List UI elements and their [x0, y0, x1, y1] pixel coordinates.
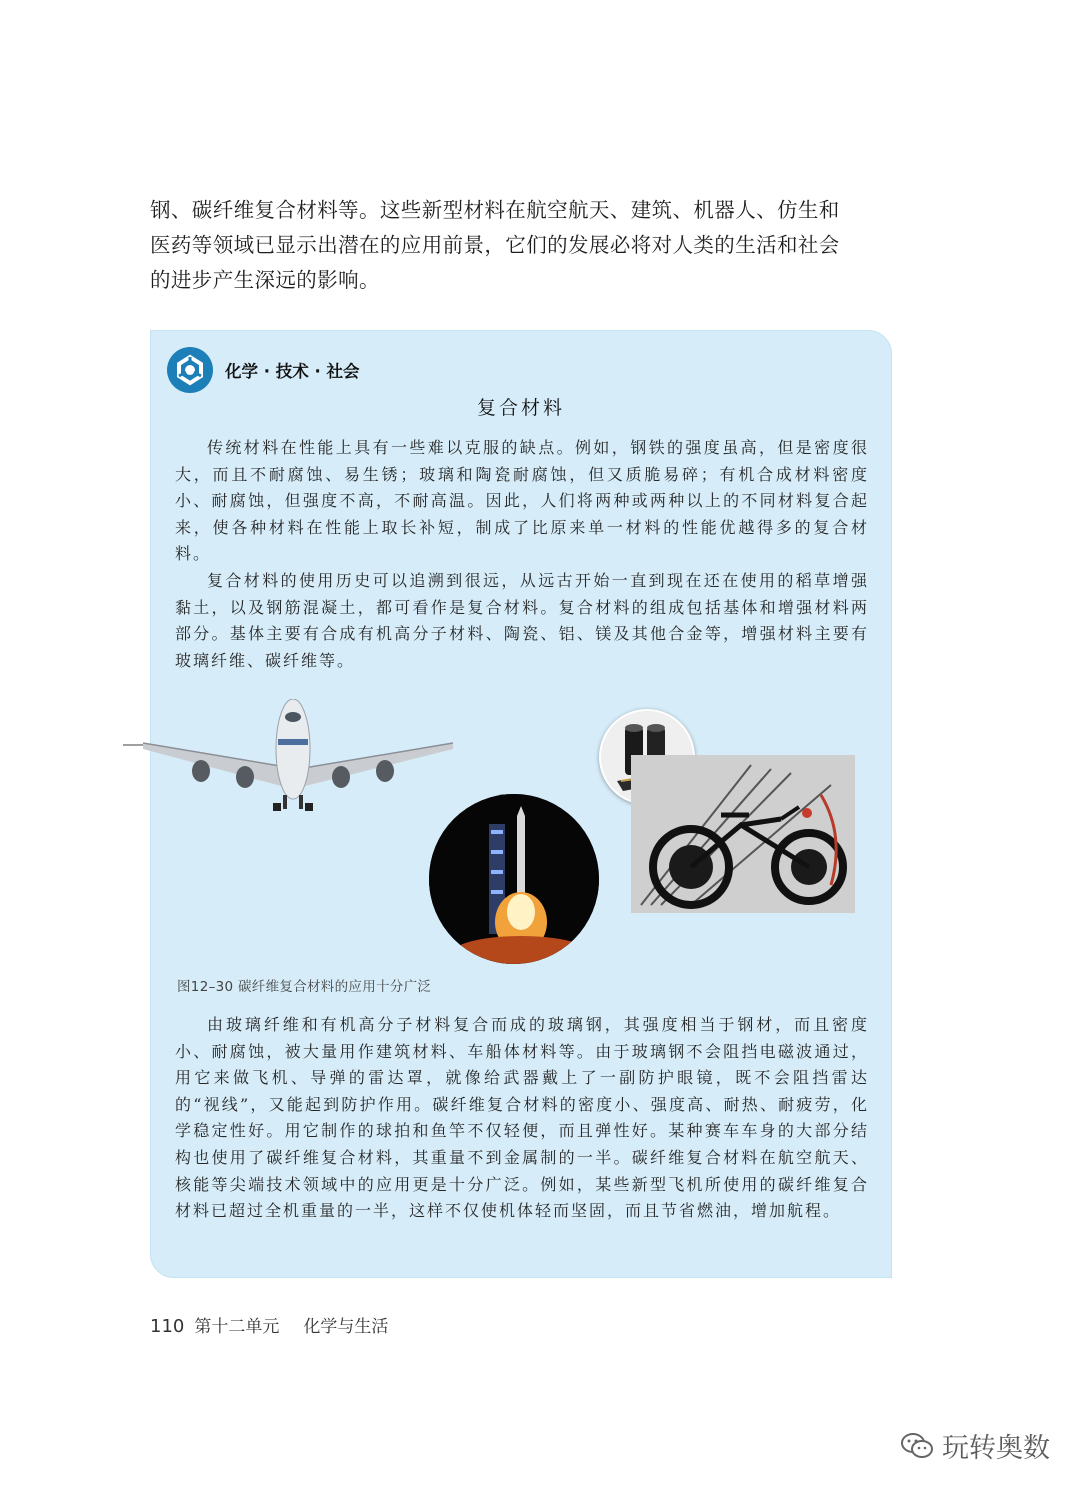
paragraph: 传统材料在性能上具有一些难以克服的缺点。例如，钢铁的强度虽高，但是密度很大，而且不耐腐蚀、易生锈；玻璃和陶瓷耐腐蚀，但又质脆易碎；有机合成材料密度小、耐腐蚀，但强度不高，不耐高温。因此，人们将两种或两种以上的不同材料复合起来，使各种材料在性能上取长补短，制成了比原来单一材料的性能优越得多的复合材料。: [175, 438, 869, 564]
carbon-fiber-bicycle-photo: [631, 755, 855, 913]
box-title: 复合材料: [476, 397, 565, 419]
wechat-icon: [900, 1431, 934, 1461]
intro-line: 的进步产生深远的影响。: [150, 268, 380, 292]
box-paragraphs-top: [175, 435, 869, 674]
unit-title: 化学与生活: [303, 1317, 389, 1337]
paragraph: 复合材料的使用历史可以追溯到很远，从远古开始一直到现在还在使用的稻草增强黏土，以及钢筋混凝土，都可看作是复合材料。复合材料的组成包括基体和增强材料两部分。基体主要有合成有机高分子材料、陶瓷、铝、镁及其他合金等，增强材料主要有玻璃纤维、碳纤维等。: [175, 570, 869, 670]
paragraph: 由玻璃纤维和有机高分子材料复合而成的玻璃钢，其强度相当于钢材，而且密度小、耐腐蚀，被大量用作建筑材料、车船体材料等。由于玻璃钢不会阻挡电磁波通过，用它来做飞机、导弹的雷达罩，就像给武器戴上了一副防护眼镜，既不会阻挡雷达的“视线”，又能起到防护作用。碳纤维复合材料的密度小、强度高、耐热、耐疲劳，化学稳定性好。用它制作的球拍和鱼竿不仅轻便，而且弹性好。某种赛车车身的大部分结构也使用了碳纤维复合材料，其重量不到金属制的一半。碳纤维复合材料在航空航天、核能等尖端技术领域中的应用更是十分广泛。例如，某些新型飞机所使用的碳纤维复合材料已超过全机重量的一半，这样不仅使机体轻而坚固，而且节省燃油，增加航程。: [175, 1015, 869, 1221]
intro-line: 医药等领域已显示出潜在的应用前景，它们的发展必将对人类的生活和社会: [150, 233, 840, 257]
airplane-photo: [123, 699, 463, 829]
box-category-label: 化学 · 技术 · 社会: [225, 362, 360, 381]
figure-caption: 图12–30 碳纤维复合材料的应用十分广泛: [177, 979, 432, 995]
sidebar-box-composite-materials: [150, 330, 892, 1278]
unit-name: 第十二单元: [194, 1317, 280, 1337]
page-number: 110: [150, 1316, 185, 1337]
chemistry-tech-society-icon: [167, 347, 213, 393]
box-paragraphs-bottom: [175, 1012, 869, 1225]
rocket-launch-photo: [429, 794, 599, 964]
page-footer: [150, 1312, 388, 1337]
intro-line: 钢、碳纤维复合材料等。这些新型材料在航空航天、建筑、机器人、仿生和: [150, 198, 840, 222]
watermark-text: 玩转奥数: [942, 1433, 1050, 1464]
intro-text: [150, 193, 895, 298]
watermark: [900, 1426, 1050, 1465]
box-header: [167, 347, 360, 393]
